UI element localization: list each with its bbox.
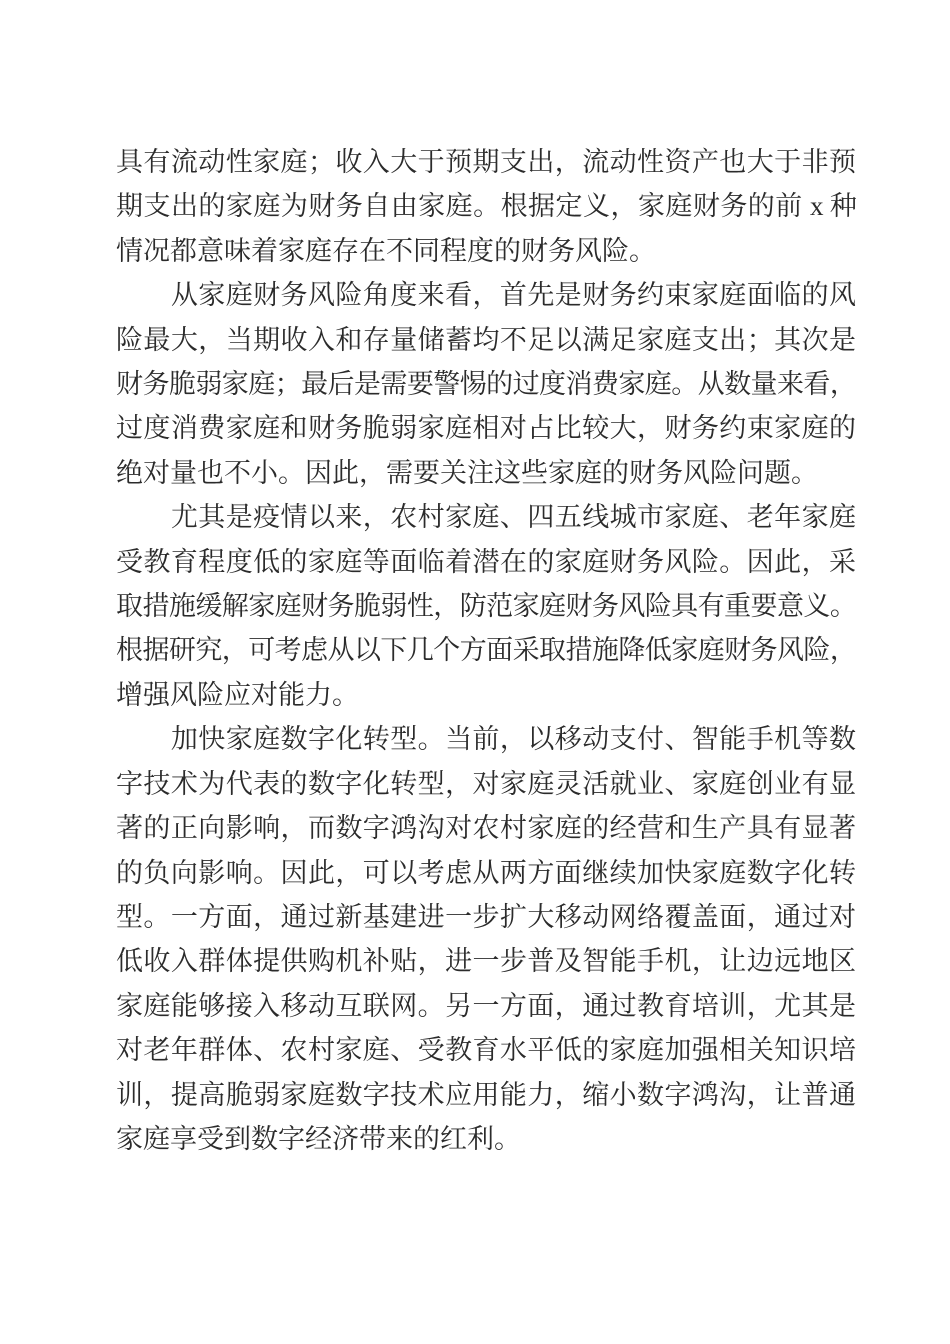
paragraph	[116, 495, 856, 717]
text-line: 家庭享受到数字经济带来的红利。	[116, 1123, 521, 1154]
paragraph	[116, 140, 856, 273]
text-line: 训，提高脆弱家庭数字技术应用能力，缩小数字鸿沟，让普通	[116, 1079, 856, 1110]
text-line: 险最大，当期收入和存量储蓄均不足以满足家庭支出；其次是	[116, 324, 856, 355]
text-line: 增强风险应对能力。	[116, 679, 359, 710]
text-line: 受教育程度低的家庭等面临着潜在的家庭财务风险。因此，采	[116, 546, 856, 577]
text-line: 财务脆弱家庭；最后是需要警惕的过度消费家庭。从数量来看，	[116, 369, 856, 400]
text-line: 尤其是疫情以来，农村家庭、四五线城市家庭、老年家庭	[116, 502, 856, 533]
document-body	[116, 140, 856, 1161]
text-line: 情况都意味着家庭存在不同程度的财务风险。	[116, 235, 656, 266]
text-line: 取措施缓解家庭财务脆弱性，防范家庭财务风险具有重要意义。	[116, 591, 856, 622]
text-line: 的负向影响。因此，可以考虑从两方面继续加快家庭数字化转	[116, 857, 856, 888]
text-line: 从家庭财务风险角度来看，首先是财务约束家庭面临的风	[116, 280, 856, 311]
text-line: 低收入群体提供购机补贴，进一步普及智能手机，让边远地区	[116, 946, 856, 977]
text-line: 对老年群体、农村家庭、受教育水平低的家庭加强相关知识培	[116, 1035, 856, 1066]
text-line: 期支出的家庭为财务自由家庭。根据定义，家庭财务的前 x 种	[116, 191, 856, 222]
text-line: 著的正向影响，而数字鸿沟对农村家庭的经营和生产具有显著	[116, 813, 856, 844]
paragraph	[116, 717, 856, 1161]
text-line: 型。一方面，通过新基建进一步扩大移动网络覆盖面，通过对	[116, 901, 856, 932]
text-line: 根据研究，可考虑从以下几个方面采取措施降低家庭财务风险，	[116, 635, 856, 666]
text-line: 绝对量也不小。因此，需要关注这些家庭的财务风险问题。	[116, 457, 818, 488]
text-line: 过度消费家庭和财务脆弱家庭相对占比较大，财务约束家庭的	[116, 413, 856, 444]
text-line: 字技术为代表的数字化转型，对家庭灵活就业、家庭创业有显	[116, 768, 856, 799]
text-line: 具有流动性家庭；收入大于预期支出，流动性资产也大于非预	[116, 147, 856, 177]
paragraph	[116, 273, 856, 495]
text-line: 家庭能够接入移动互联网。另一方面，通过教育培训，尤其是	[116, 990, 856, 1021]
text-line: 加快家庭数字化转型。当前，以移动支付、智能手机等数	[116, 724, 856, 755]
